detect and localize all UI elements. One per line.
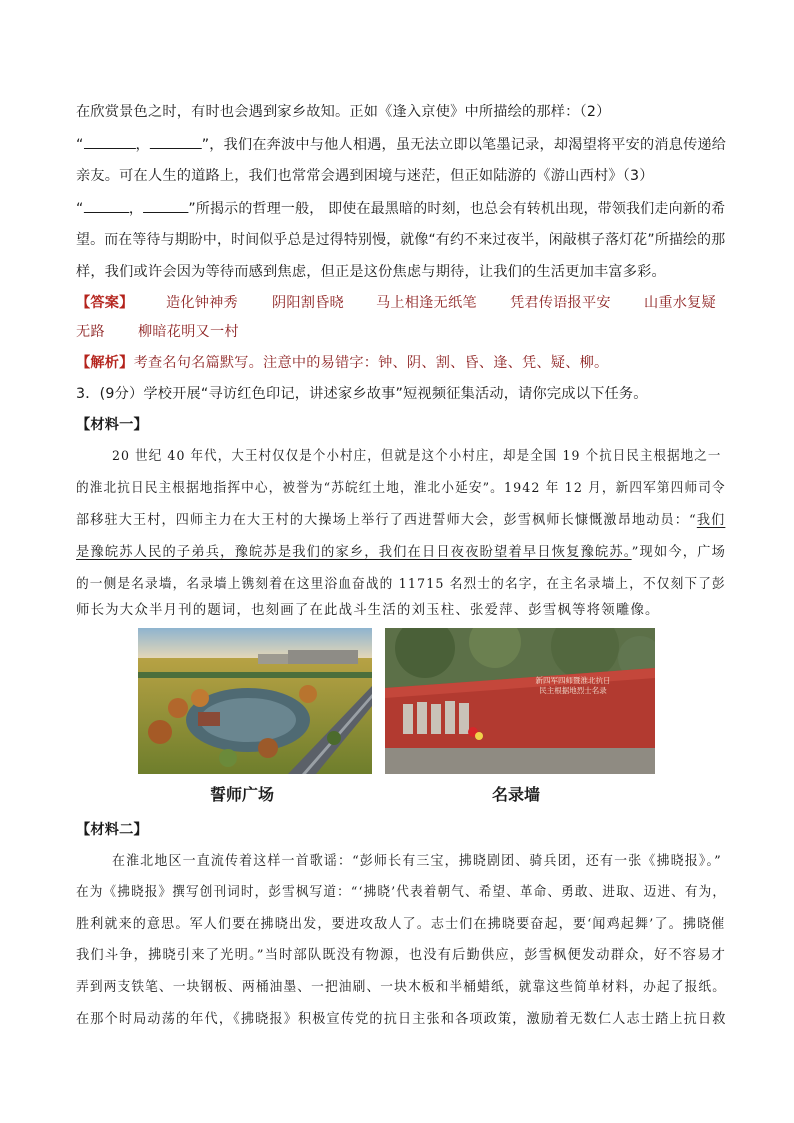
wall-title-line: 新四军四师暨淮北抗日 (535, 676, 611, 685)
fill-blank-line (76, 134, 725, 155)
comma: ， (135, 137, 150, 153)
answer-item: 山重水复疑 (644, 295, 716, 311)
answer-item: 阴阳割昏晓 (272, 295, 344, 311)
text-line: 亲友。可在人生的道路上，我们也常常会遇到困境与迷茫，但正如陆游的《游山西村》（3） (76, 168, 654, 184)
text-line: 在那个时局动荡的年代，《拂晓报》积极宣传党的抗日主张和各项政策，激励着无数仁人志士踏上抗日救 (76, 1012, 727, 1027)
text-line: 弄到两支铁笔、一块钢板、两桶油墨、一把油刷、一块木板和半桶蜡纸，就靠这些简单材料，办起了报纸。 (76, 980, 727, 995)
square-aerial-illustration (138, 628, 372, 774)
photo-caption: 誓师广场 (210, 785, 275, 804)
material-1-label: 【材料一】 (76, 417, 148, 433)
answer-line (76, 293, 726, 313)
text-line: 望。而在等待与期盼中，时间似乎总是过得特别慢，就像“有约不来过夜半，闲敲棋子落灯花”所描绘的那 (76, 232, 726, 248)
text-line: 20 世纪 40 年代，大王村仅仅是个小村庄，但就是这个小村庄，却是全国 19 个抗日民主根据地之一 (112, 449, 722, 464)
answer-item: 无路 (76, 324, 105, 340)
answer-item: 造化钟神秀 (166, 295, 238, 311)
answer-blank (84, 134, 136, 149)
text-segment: ”现如今，广场 (631, 545, 727, 560)
underlined-quote: 我们 (696, 513, 726, 528)
answer-blank (150, 134, 202, 149)
comma: ， (128, 201, 144, 217)
memorial-wall-photo (385, 628, 655, 774)
square-aerial-photo (138, 628, 372, 774)
text-segment: 部移驻大王村，四师主力在大王村的大操场上举行了西进誓师大会，彭雪枫师长慷慨激昂地动员：“ (76, 513, 697, 528)
text-line: 师长为大众半月刊的题词，也刻画了在此战斗生活的刘玉柱、张爱萍、彭雪枫等将领雕像。 (76, 603, 660, 618)
text-line: 在淮北地区一直流传着这样一首歌谣：“彭师长有三宝，拂晓剧团、骑兵团，还有一张《拂晓报》。” (112, 854, 722, 869)
quote-mark: “ (76, 201, 84, 217)
text-line: 在为《拂晓报》撰写创刊词时，彭雪枫写道：“‘拂晓’代表着朝气、希望、革命、勇敢、进取、迈进、有为， (76, 885, 727, 900)
text-line (76, 511, 726, 531)
text-segment: ”，我们在奔波中与他人相遇，虽无法立即以笔墨记录，却渴望将平安的消息传递给 (201, 137, 727, 153)
memorial-wall-illustration (385, 628, 655, 774)
answer-blank (83, 198, 128, 213)
underlined-quote: 是豫皖苏人民的子弟兵，豫皖苏是我们的家乡，我们在日日夜夜盼望着早日恢复豫皖苏。 (76, 545, 632, 560)
text-segment: ”所揭示的哲理一般， 即使在最黑暗的时刻，也总会有转机出现，带领我们走向新的希 (188, 201, 726, 217)
answer-item: 凭君传语报平安 (510, 295, 611, 311)
text-line (76, 543, 727, 563)
wall-inscription (503, 676, 643, 696)
answer-item: 马上相逢无纸笔 (376, 295, 477, 311)
analysis-label: 【解析】 (76, 355, 134, 371)
answer-line (76, 322, 726, 342)
photo-caption: 名录墙 (492, 785, 541, 804)
text-line: 的一侧是名录墙，名录墙上镌刻着在这里浴血奋战的 11715 名烈士的名字，在主名录墙上，不仅刻下了彭 (76, 577, 726, 592)
text-line: 我们斗争，拂晓引来了光明。”当时部队既没有物源，也没有后勤供应，彭雪枫便发动群众，好不容易才 (76, 948, 727, 963)
wall-title-line: 民主根据地烈士名录 (539, 686, 607, 695)
text-line: 胜利就来的意思。军人们要在拂晓出发，要进攻敌人了。志士们在拂晓要奋起，要‘闻鸡起舞’了。拂晓催 (76, 917, 726, 932)
text-line: 的淮北抗日民主根据地指挥中心，被誉为“苏皖红土地，淮北小延安”。1942 年 12 月，新四军第四师司令 (76, 481, 726, 496)
material-2-label: 【材料二】 (76, 822, 148, 838)
text-line: 样，我们或许会因为等待而感到焦虑，但正是这份焦虑与期待，让我们的生活更加丰富多彩。 (76, 264, 666, 280)
question-3: 3．(9分）学校开展“寻访红色印记，讲述家乡故事”短视频征集活动，请你完成以下任务。 (76, 386, 648, 402)
quote-mark: “ (76, 137, 84, 153)
text-line: 在欣赏景色之时，有时也会遇到家乡故知。正如《逢入京使》中所描绘的那样：（2） (76, 104, 611, 120)
analysis-line (76, 353, 726, 373)
analysis-text: 考查名句名篇默写。注意中的易错字：钟、阴、割、昏、逢、凭、疑、柳。 (133, 355, 609, 371)
fill-blank-line (76, 198, 726, 219)
answer-label: 【答案】 (76, 295, 134, 311)
answer-item: 柳暗花明又一村 (138, 324, 239, 340)
answer-blank (143, 198, 188, 213)
